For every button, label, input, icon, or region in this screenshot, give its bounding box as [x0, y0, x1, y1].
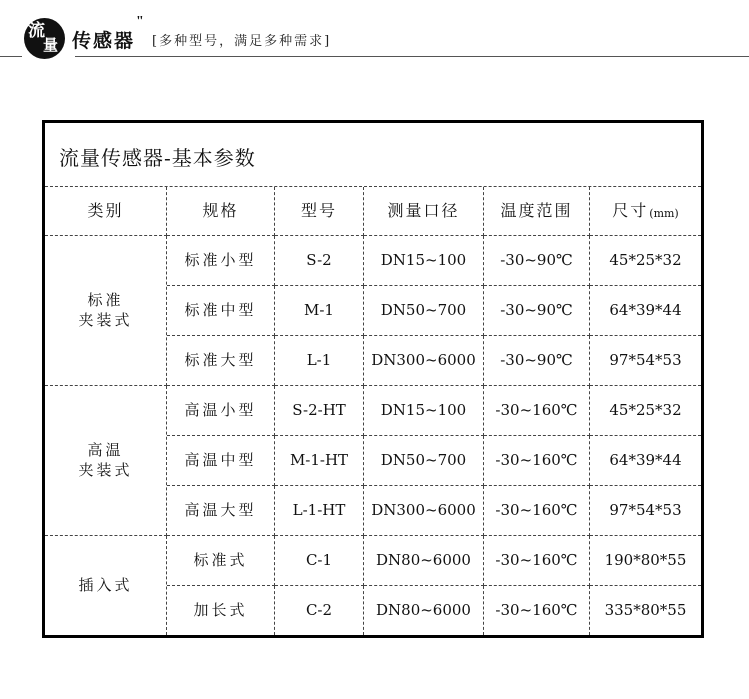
cell-temp: -30~90℃ [484, 336, 590, 386]
cell-diameter: DN80~6000 [364, 536, 484, 586]
cell-size: 64*39*44 [590, 286, 701, 336]
cell-spec: 高温大型 [167, 486, 275, 536]
header-size [590, 187, 701, 236]
cell-temp: -30~90℃ [484, 286, 590, 336]
cell-model: L-1-HT [275, 486, 364, 536]
category-line-1: 高温 [87, 441, 124, 459]
cell-diameter: DN300~6000 [364, 336, 484, 386]
cell-model: S-2-HT [275, 386, 364, 436]
quote-mark-icon: " [136, 14, 144, 29]
cell-diameter: DN50~700 [364, 436, 484, 486]
cell-spec: 标准大型 [167, 336, 275, 386]
cell-model: L-1 [275, 336, 364, 386]
cell-diameter: DN15~100 [364, 236, 484, 286]
cell-size: 64*39*44 [590, 436, 701, 486]
cell-spec: 标准小型 [167, 236, 275, 286]
cell-size: 97*54*53 [590, 486, 701, 536]
header-spec: 规格 [167, 187, 275, 236]
spec-table [42, 120, 704, 638]
header-model: 型号 [275, 187, 364, 236]
banner-divider-right [75, 56, 749, 57]
header-category: 类别 [45, 187, 167, 236]
category-line-1: 标准 [87, 291, 124, 309]
cell-spec: 标准中型 [167, 286, 275, 336]
category-line-2: 夹装式 [78, 310, 133, 329]
cell-size: 45*25*32 [590, 386, 701, 436]
cell-temp: -30~160℃ [484, 486, 590, 536]
cell-size: 97*54*53 [590, 336, 701, 386]
banner-divider-left [0, 56, 22, 57]
cell-temp: -30~160℃ [484, 586, 590, 635]
cell-model: M-1-HT [275, 436, 364, 486]
cell-size: 45*25*32 [590, 236, 701, 286]
cell-temp: -30~160℃ [484, 436, 590, 486]
cell-spec: 加长式 [167, 586, 275, 635]
banner-subtitle: [多种型号，满足多种需求] [152, 34, 332, 49]
header-size-unit: (mm) [649, 206, 679, 220]
logo-badge [24, 18, 65, 59]
category-line-1: 插入式 [78, 575, 133, 594]
banner-title: 传感器 [72, 30, 136, 52]
cell-size: 190*80*55 [590, 536, 701, 586]
cell-spec: 高温小型 [167, 386, 275, 436]
cell-diameter: DN300~6000 [364, 486, 484, 536]
header-size-label: 尺寸 [612, 200, 649, 220]
cell-spec: 标准式 [167, 536, 275, 586]
logo-char-1: 流 [28, 21, 45, 41]
cell-temp: -30~90℃ [484, 236, 590, 286]
cell-temp: -30~160℃ [484, 536, 590, 586]
cell-diameter: DN80~6000 [364, 586, 484, 635]
logo-char-2: 量 [43, 36, 59, 54]
cell-model: S-2 [275, 236, 364, 286]
table-title: 流量传感器-基本参数 [45, 123, 701, 187]
category-standard-clamp [45, 236, 167, 386]
category-line-2: 夹装式 [78, 460, 133, 479]
header-temp: 温度范围 [484, 187, 590, 236]
cell-model: M-1 [275, 286, 364, 336]
category-insertion [45, 536, 167, 635]
header-diameter: 测量口径 [364, 187, 484, 236]
cell-diameter: DN50~700 [364, 286, 484, 336]
cell-temp: -30~160℃ [484, 386, 590, 436]
cell-spec: 高温中型 [167, 436, 275, 486]
cell-model: C-2 [275, 586, 364, 635]
cell-diameter: DN15~100 [364, 386, 484, 436]
cell-model: C-1 [275, 536, 364, 586]
cell-size: 335*80*55 [604, 600, 687, 619]
category-high-temp-clamp [45, 386, 167, 536]
